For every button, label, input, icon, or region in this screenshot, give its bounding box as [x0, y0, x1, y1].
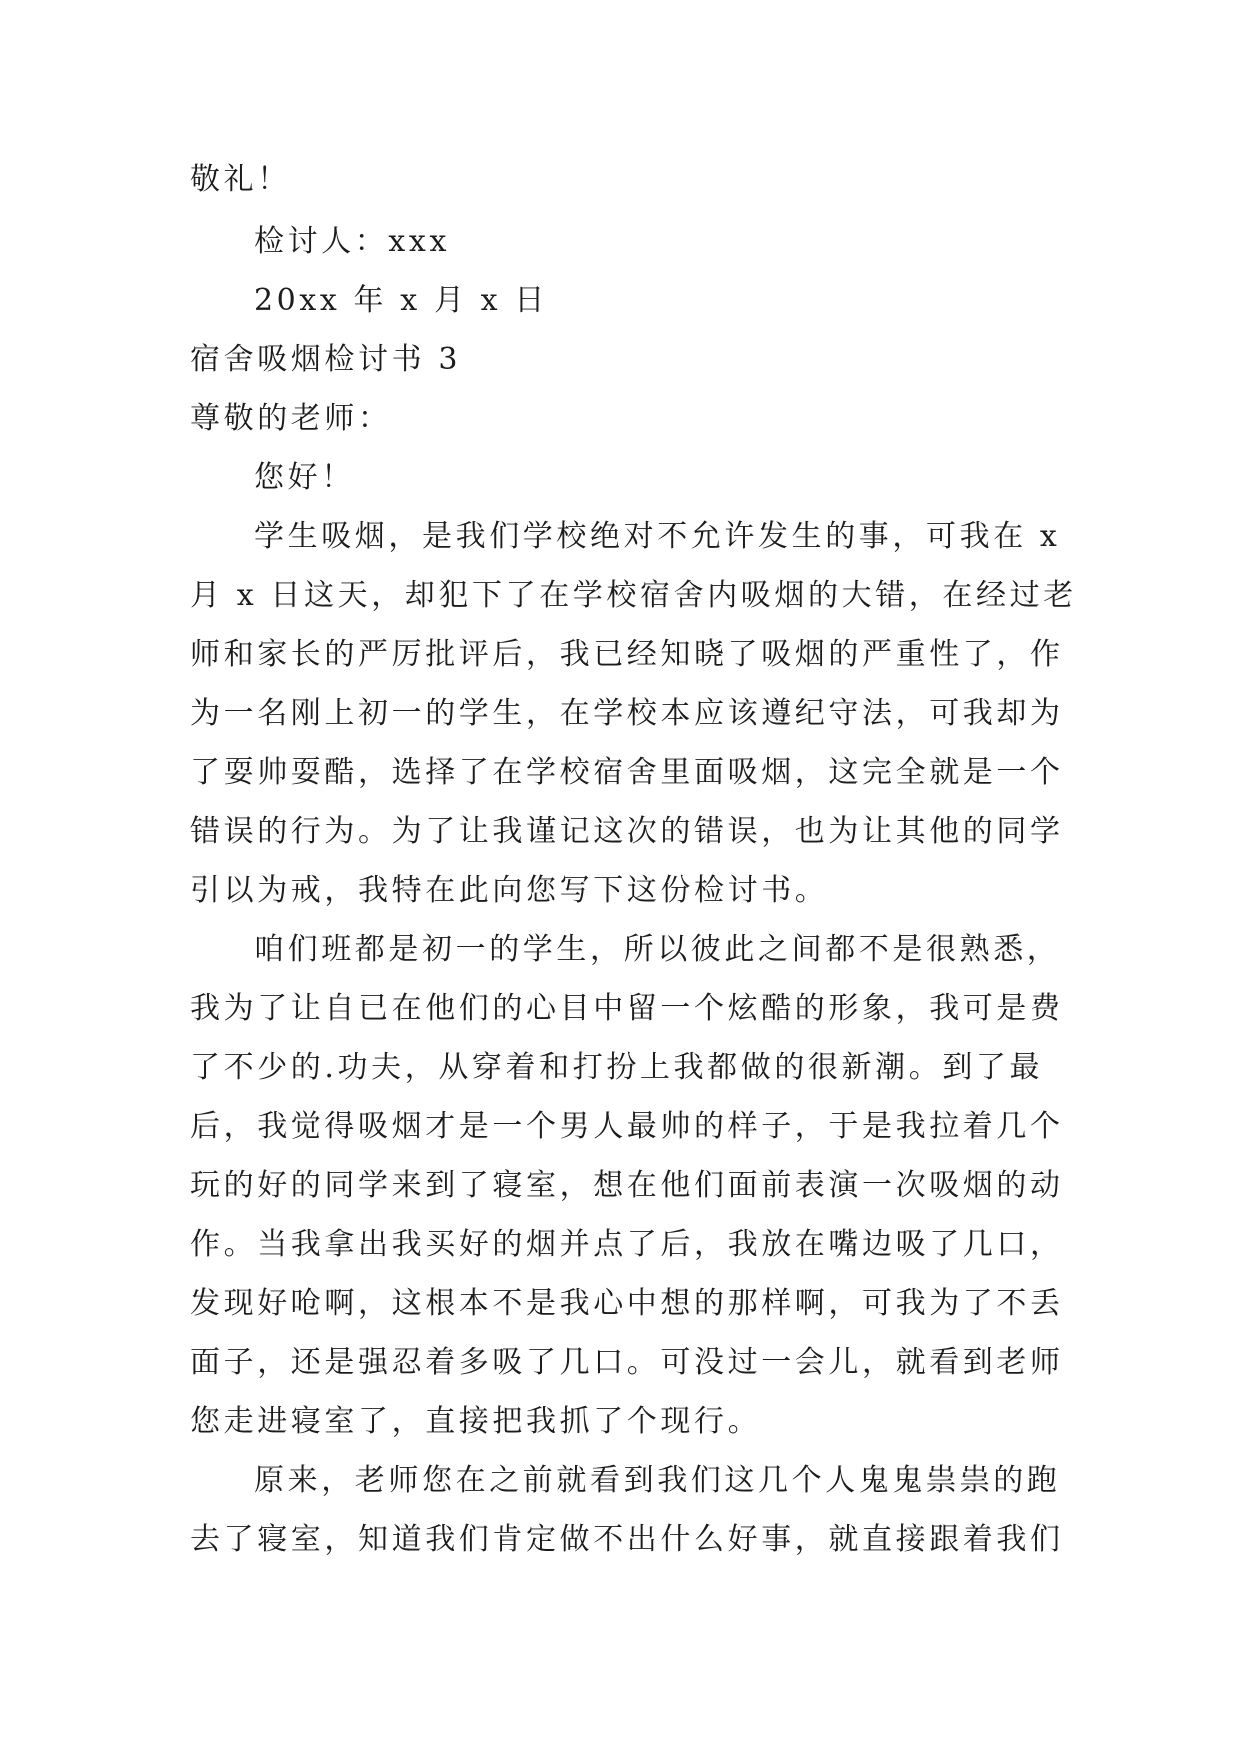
paragraph-2-line: 您走进寝室了，直接把我抓了个现行。	[190, 1404, 762, 1439]
paragraph-1-line: 月 x 日这天，却犯下了在学校宿舍内吸烟的大错，在经过老	[190, 578, 1077, 613]
paragraph-1-line: 了耍帅耍酷，选择了在学校宿舍里面吸烟，这完全就是一个	[190, 755, 1064, 790]
paragraph-2-line: 面子，还是强忍着多吸了几口。可没过一会儿，就看到老师	[190, 1345, 1064, 1380]
paragraph-2-line: 了不少的.功夫，从穿着和打扮上我都做的很新潮。到了最	[190, 1050, 1044, 1085]
paragraph-3-line: 去了寝室，知道我们肯定做不出什么好事，就直接跟着我们	[190, 1522, 1064, 1557]
paragraph-1-line: 为一名刚上初一的学生，在学校本应该遵纪守法，可我却为	[190, 696, 1064, 731]
closing-salutation: 敬礼！	[190, 162, 291, 197]
paragraph-1-line: 引以为戒，我特在此向您写下这份检讨书。	[190, 873, 829, 908]
section-title: 宿舍吸烟检讨书 3	[190, 342, 462, 377]
paragraph-2-line: 作。当我拿出我买好的烟并点了后，我放在嘴边吸了几口，	[190, 1227, 1064, 1262]
paragraph-3-line: 原来，老师您在之前就看到我们这几个人鬼鬼祟祟的跑	[254, 1463, 1061, 1498]
paragraph-1-line: 师和家长的严厉批评后，我已经知晓了吸烟的严重性了，作	[190, 637, 1064, 672]
paragraph-2-line: 我为了让自已在他们的心目中留一个炫酷的形象，我可是费	[190, 991, 1064, 1026]
greeting-addressee: 尊敬的老师：	[190, 401, 392, 436]
greeting: 您好！	[254, 460, 355, 495]
signature-line: 检讨人：xxx	[254, 224, 450, 259]
paragraph-2-line: 玩的好的同学来到了寝室，想在他们面前表演一次吸烟的动	[190, 1168, 1064, 1203]
paragraph-2-line: 后，我觉得吸烟才是一个男人最帅的样子，于是我拉着几个	[190, 1109, 1064, 1144]
date-line: 20xx 年 x 月 x 日	[254, 283, 548, 318]
paragraph-1-line: 学生吸烟，是我们学校绝对不允许发生的事，可我在 x	[254, 519, 1061, 554]
paragraph-2-line: 咱们班都是初一的学生，所以彼此之间都不是很熟悉，	[254, 932, 1061, 967]
paragraph-1-line: 错误的行为。为了让我谨记这次的错误，也为让其他的同学	[190, 814, 1064, 849]
paragraph-2-line: 发现好呛啊，这根本不是我心中想的那样啊，可我为了不丢	[190, 1286, 1064, 1321]
